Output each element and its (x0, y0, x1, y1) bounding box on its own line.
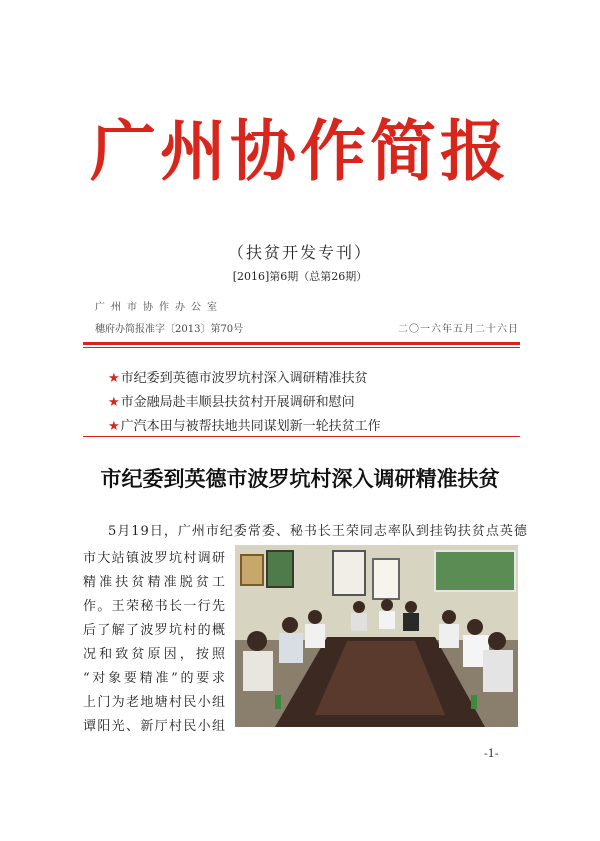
headline-item (108, 391, 355, 410)
issuing-office: 广州市协作办公室 (95, 302, 223, 313)
page-number: -1- (484, 747, 499, 760)
headline-text: 市纪委到英德市波罗坑村深入调研精准扶贫 (120, 371, 368, 386)
headline-text: 广汽本田与被帮扶地共同谋划新一轮扶贫工作 (120, 419, 381, 434)
star-icon: ★ (108, 371, 120, 386)
article-paragraph-line: 上门为老地塘村民小组 (83, 695, 226, 710)
meeting-photo (235, 545, 518, 727)
article-paragraph-line: 后了解了波罗坑村的概 (83, 623, 226, 638)
article-paragraph-line: 作。王荣秘书长一行先 (83, 599, 226, 614)
issue-number: [2016]第6期（总第26期） (232, 270, 368, 283)
article-paragraph-line: 市大站镇波罗坑村调研 (83, 551, 226, 566)
article-paragraph-line: 精准扶贫精准脱贫工 (83, 575, 226, 590)
header-divider-thin (83, 347, 520, 348)
article-paragraph-line: 谭阳光、新厅村民小组 (83, 719, 226, 734)
article-paragraph-line: “对象要精准”的要求 (83, 671, 226, 686)
special-issue-label: （扶贫开发专刊） (227, 243, 372, 262)
headline-item (108, 367, 368, 386)
document-number: 穗府办简报准字〔2013〕第70号 (95, 324, 244, 335)
masthead-title: 广州协作简报 (90, 112, 510, 190)
star-icon: ★ (108, 395, 120, 410)
headline-item (108, 415, 381, 434)
article-paragraph-line: 况和致贫原因，按照 (83, 647, 226, 662)
article-title: 市纪委到英德市波罗坑村深入调研精准扶贫 (100, 466, 500, 491)
article-paragraph-line: 5月19日，广州市纪委常委、秘书长王荣同志率队到挂钩扶贫点英德 (108, 524, 528, 539)
headlines-divider (83, 436, 520, 437)
star-icon: ★ (108, 419, 120, 434)
publication-date: 二〇一六年五月二十六日 (398, 324, 519, 335)
header-divider-thick (83, 342, 520, 345)
headline-text: 市金融局赴丰顺县扶贫村开展调研和慰问 (120, 395, 355, 410)
meeting-photo-illustration (235, 545, 518, 727)
